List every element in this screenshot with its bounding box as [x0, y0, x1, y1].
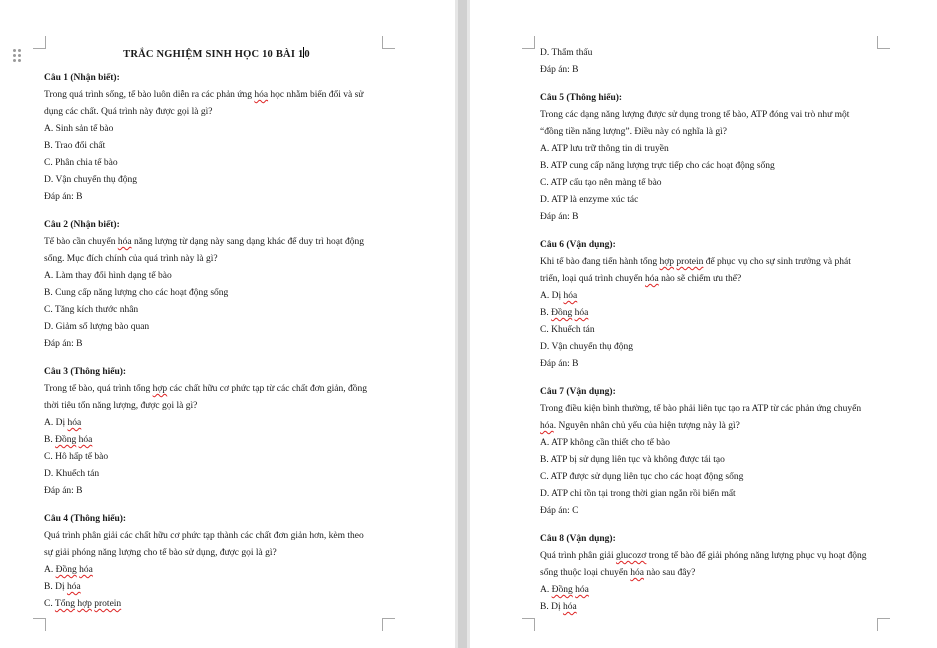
- text-line: B. Cung cấp năng lượng cho các hoạt động sống: [44, 288, 229, 298]
- text-line: D. Vận chuyển thụ động: [540, 342, 633, 352]
- text-line: sự giải phóng năng lượng cho tế bào sử dụng, được gọi là gì?: [44, 548, 277, 558]
- text-line: A. Làm thay đổi hình dạng tế bào: [44, 271, 172, 281]
- text-line: B. Dị hóa: [540, 602, 577, 612]
- text-line: C. Tổng hợp protein: [44, 599, 122, 609]
- text-line: Quá trình phân giải glucozơ trong tế bào để giải phóng năng lượng phục vụ hoạt động: [540, 551, 867, 561]
- text-line: C. Hô hấp tế bào: [44, 452, 109, 462]
- text-line: A. Đồng hóa: [44, 565, 93, 575]
- spellcheck-flag[interactable]: hợp: [152, 384, 168, 394]
- text-line: Trong các dạng năng lượng được sử dụng trong tế bào, ATP đóng vai trò như một: [540, 110, 850, 120]
- spellcheck-flag[interactable]: hợp: [77, 599, 92, 609]
- text-line: B. ATP cung cấp năng lượng trực tiếp cho các hoạt động sống: [540, 161, 775, 171]
- drag-handle-icon[interactable]: [13, 49, 23, 63]
- text-line: C. ATP cấu tạo nên màng tế bào: [540, 178, 662, 188]
- question-heading: Câu 7 (Vận dụng):: [540, 387, 616, 397]
- text-line: triển, loại quá trình chuyển hóa nào sẽ chiếm ưu thế?: [540, 274, 742, 284]
- spellcheck-flag[interactable]: hóa: [575, 585, 589, 595]
- crop-mark-top-left: [522, 36, 535, 49]
- text-line: Đáp án: B: [540, 212, 579, 222]
- question-heading: Câu 1 (Nhận biết):: [44, 73, 120, 83]
- spellcheck-flag[interactable]: hóa: [630, 568, 644, 578]
- text-line: B. Trao đổi chất: [44, 141, 106, 151]
- question-list-left: [44, 70, 389, 613]
- spellcheck-flag[interactable]: protein: [676, 257, 704, 267]
- text-line: B. Đồng hóa: [540, 308, 589, 318]
- spellcheck-flag[interactable]: hóa: [563, 291, 578, 301]
- crop-mark-bottom-left: [522, 618, 535, 631]
- spellcheck-flag[interactable]: hóa: [66, 582, 81, 592]
- text-line: A. Sinh sản tế bào: [44, 124, 114, 134]
- text-line: D. ATP chỉ tồn tại trong thời gian ngắn rồi biến mất: [540, 489, 736, 499]
- crop-mark-bottom-right: [382, 618, 395, 631]
- text-line: hóa. Nguyên nhân chủ yếu của hiện tượng này là gì?: [540, 421, 740, 431]
- text-line: B. ATP bị sử dụng liên tục và không được tái tạo: [540, 455, 725, 465]
- text-line: D. ATP là enzyme xúc tác: [540, 195, 639, 205]
- text-line: Đáp án: C: [540, 506, 579, 516]
- text-line: A. Đồng hóa: [540, 585, 589, 595]
- document-title: TRẮC NGHIỆM SINH HỌC 10 BÀI 10: [123, 49, 310, 60]
- text-line: B. Đồng hóa: [44, 435, 93, 445]
- spellcheck-flag[interactable]: hóa: [79, 565, 93, 575]
- question-list-right: [540, 45, 890, 616]
- text-line: Trong điều kiện bình thường, tế bào phải liên tục tạo ra ATP từ các phản ứng chuyển: [540, 404, 862, 414]
- crop-mark-bottom-left: [33, 618, 46, 631]
- question-heading: Câu 5 (Thông hiểu):: [540, 93, 623, 103]
- page-content-left[interactable]: [44, 44, 389, 613]
- text-line: D. Khuếch tán: [44, 469, 100, 479]
- spellcheck-flag[interactable]: hóa: [117, 237, 132, 247]
- text-line: C. ATP được sử dụng liên tục cho các hoạt động sống: [540, 472, 744, 482]
- document-page-right[interactable]: [470, 0, 937, 648]
- text-line: A. ATP không cần thiết cho tế bào: [540, 438, 670, 448]
- text-line: A. Dị hóa: [540, 291, 578, 301]
- question-heading: Câu 3 (Thông hiểu):: [44, 367, 127, 377]
- spellcheck-flag[interactable]: hóa: [574, 308, 589, 318]
- text-line: C. Khuếch tán: [540, 325, 595, 335]
- spellcheck-flag[interactable]: Đồng: [55, 435, 77, 445]
- question-heading: Câu 8 (Vận dụng):: [540, 534, 616, 544]
- text-line: C. Tăng kích thước nhân: [44, 305, 139, 315]
- spellcheck-flag[interactable]: hợp: [659, 257, 675, 267]
- text-line: Quá trình phân giải các chất hữu cơ phức tạp thành các chất đơn giản hơn, kèm theo: [44, 531, 364, 541]
- text-line: Đáp án: B: [540, 359, 579, 369]
- text-line: D. Giảm số lượng bào quan: [44, 322, 150, 332]
- text-line: sống. Mục đích chính của quá trình này là gì?: [44, 254, 218, 264]
- spellcheck-flag[interactable]: Đồng: [551, 308, 573, 318]
- page-gutter: [455, 0, 470, 648]
- text-line: C. Phân chia tế bào: [44, 158, 118, 168]
- page-content-right[interactable]: [540, 45, 890, 616]
- text-line: A. Dị hóa: [44, 418, 82, 428]
- question-heading: Câu 6 (Vận dụng):: [540, 240, 616, 250]
- spellcheck-flag[interactable]: hóa: [540, 421, 554, 431]
- text-line: dụng các chất. Quá trình này được gọi là gì?: [44, 107, 213, 117]
- spellcheck-flag[interactable]: hóa: [562, 602, 577, 612]
- spellcheck-flag[interactable]: Đồng: [551, 585, 573, 595]
- text-line: D. Vận chuyển thụ động: [44, 175, 137, 185]
- text-line: Tế bào cần chuyển hóa năng lượng từ dạng này sang dạng khác để duy trì hoạt động: [44, 237, 365, 247]
- text-line: A. ATP lưu trữ thông tin di truyền: [540, 144, 669, 154]
- spellcheck-flag[interactable]: Tổng: [54, 599, 75, 609]
- text-line: Đáp án: B: [44, 486, 83, 496]
- text-line: Đáp án: B: [44, 192, 83, 202]
- text-line: D. Thẩm thấu: [540, 48, 593, 58]
- text-line: Đáp án: B: [540, 65, 579, 75]
- spellcheck-flag[interactable]: glucozơ: [615, 551, 647, 561]
- page-separator: [458, 0, 467, 648]
- spellcheck-flag[interactable]: hóa: [67, 418, 82, 428]
- spellcheck-flag[interactable]: hóa: [78, 435, 93, 445]
- text-line: B. Dị hóa: [44, 582, 81, 592]
- text-line: Đáp án: B: [44, 339, 83, 349]
- text-line: sống thuộc loại chuyển hóa nào sau đây?: [540, 568, 696, 578]
- question-heading: Câu 4 (Thông hiểu):: [44, 514, 127, 524]
- crop-mark-bottom-right: [877, 618, 890, 631]
- text-line: Trong tế bào, quá trình tổng hợp các chất hữu cơ phức tạp từ các chất đơn giản, đồng: [44, 384, 368, 394]
- spellcheck-flag[interactable]: protein: [94, 599, 122, 609]
- text-line: “đồng tiền năng lượng”. Điều này có nghĩa là gì?: [540, 127, 727, 137]
- text-line: Khi tế bào đang tiến hành tổng hợp protein để phục vụ cho sự sinh trưởng và phát: [540, 257, 851, 267]
- spellcheck-flag[interactable]: Đồng: [55, 565, 77, 575]
- text-line: thời tiêu tốn năng lượng, được gọi là gì?: [44, 401, 198, 411]
- spellcheck-flag[interactable]: hóa: [254, 90, 269, 100]
- document-page-left[interactable]: [0, 0, 455, 648]
- question-heading: Câu 2 (Nhận biết):: [44, 220, 120, 230]
- text-line: Trong quá trình sống, tế bào luôn diễn ra các phản ứng hóa học nhằm biến đổi và sử: [44, 90, 364, 100]
- spellcheck-flag[interactable]: hóa: [645, 274, 659, 284]
